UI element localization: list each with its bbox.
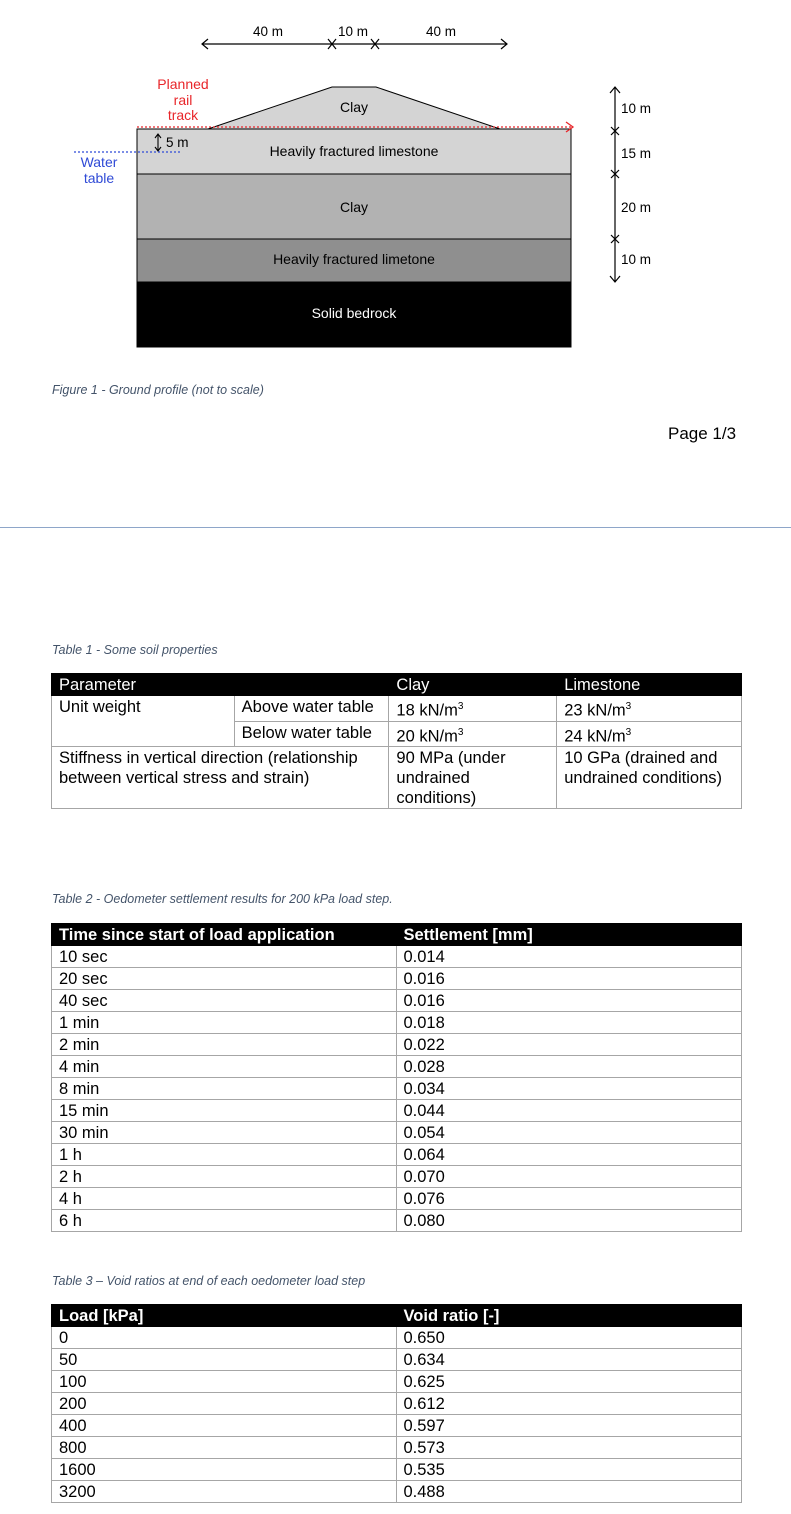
dim-right-1: 10 m [621, 101, 652, 116]
right-dimension-line [610, 87, 620, 282]
void-ratio-cell: 0.535 [396, 1459, 742, 1481]
table1-caption: Table 1 - Some soil properties [52, 643, 218, 657]
table-row [52, 1056, 742, 1078]
settlement-cell: 0.018 [396, 1012, 742, 1034]
settlement-cell: 0.014 [396, 946, 742, 968]
header-void-ratio: Void ratio [-] [396, 1305, 742, 1327]
above-water-label: Above water table [234, 696, 389, 722]
load-cell: 3200 [52, 1481, 397, 1503]
table-row [52, 946, 742, 968]
offset-label: 5 m [166, 135, 189, 150]
settlement-cell: 0.044 [396, 1100, 742, 1122]
time-cell: 1 h [52, 1144, 397, 1166]
table-row [52, 1459, 742, 1481]
top-dimension-line [202, 39, 507, 49]
layer-label-clay-embankment: Clay [339, 99, 369, 115]
page-break-divider [0, 527, 791, 528]
void-ratio-cell: 0.612 [396, 1393, 742, 1415]
clay-above-value: 18 $kN/m^3$ [389, 696, 557, 722]
void-ratio-cell: 0.634 [396, 1349, 742, 1371]
settlement-cell: 0.064 [396, 1144, 742, 1166]
table-row [52, 1078, 742, 1100]
time-cell: 2 min [52, 1034, 397, 1056]
time-cell: 15 min [52, 1100, 397, 1122]
settlement-cell: 0.016 [396, 990, 742, 1012]
table-row [52, 1188, 742, 1210]
header-settlement: Settlement [mm] [396, 924, 742, 946]
water-label-2: table [83, 170, 115, 186]
header-time: Time since start of load application [52, 924, 397, 946]
settlement-cell: 0.080 [396, 1210, 742, 1232]
table3-caption: Table 3 – Void ratios at end of each oedometer load step [52, 1274, 366, 1288]
table-row [52, 1210, 742, 1232]
dim-right-3: 20 m [621, 200, 652, 215]
void-ratio-cell: 0.650 [396, 1327, 742, 1349]
dim-top-left: 40 m [252, 24, 284, 39]
settlement-cell: 0.034 [396, 1078, 742, 1100]
time-cell: 4 h [52, 1188, 397, 1210]
table-row [52, 696, 742, 722]
time-cell: 1 min [52, 1012, 397, 1034]
table2-caption: Table 2 - Oedometer settlement results for 200 kPa load step. [52, 892, 393, 906]
load-cell: 0 [52, 1327, 397, 1349]
settlement-cell: 0.076 [396, 1188, 742, 1210]
header-clay: Clay [389, 674, 557, 696]
time-cell: 2 h [52, 1166, 397, 1188]
time-cell: 8 min [52, 1078, 397, 1100]
settlement-table [51, 923, 742, 1232]
time-cell: 20 sec [52, 968, 397, 990]
table-row [52, 747, 742, 809]
settlement-cell: 0.022 [396, 1034, 742, 1056]
table-row [52, 1166, 742, 1188]
time-cell: 6 h [52, 1210, 397, 1232]
rail-label-1: Planned [157, 76, 209, 92]
layer-label-limestone-lower: Heavily fractured limetone [273, 251, 435, 267]
void-ratio-cell: 0.488 [396, 1481, 742, 1503]
time-cell: 10 sec [52, 946, 397, 968]
dim-right-2: 15 m [621, 146, 652, 161]
time-cell: 40 sec [52, 990, 397, 1012]
layer-label-limestone-upper: Heavily fractured limestone [269, 143, 439, 159]
table-row [52, 1100, 742, 1122]
table-row [52, 1144, 742, 1166]
dim-top-mid: 10 m [337, 24, 369, 39]
load-cell: 100 [52, 1371, 397, 1393]
time-cell: 4 min [52, 1056, 397, 1078]
load-cell: 200 [52, 1393, 397, 1415]
table-row [52, 1481, 742, 1503]
void-ratio-table [51, 1304, 742, 1503]
void-ratio-cell: 0.625 [396, 1371, 742, 1393]
settlement-cell: 0.054 [396, 1122, 742, 1144]
table-row [52, 968, 742, 990]
water-label-1: Water [80, 154, 118, 170]
soil-properties-table [51, 673, 742, 809]
limestone-above-value: 23 $kN/m^3$ [557, 696, 742, 722]
layer-label-clay: Clay [339, 199, 369, 215]
table-row [52, 1034, 742, 1056]
layer-label-bedrock: Solid bedrock [311, 305, 397, 321]
figure-caption: Figure 1 - Ground profile (not to scale) [52, 383, 264, 397]
load-cell: 50 [52, 1349, 397, 1371]
table-header-row [52, 674, 742, 696]
limestone-stiffness-value: 10 GPa (drained and undrained conditions) [557, 747, 742, 809]
table-row [52, 1371, 742, 1393]
table-row [52, 1393, 742, 1415]
load-cell: 400 [52, 1415, 397, 1437]
void-ratio-cell: 0.573 [396, 1437, 742, 1459]
page-number: Page 1/3 [668, 424, 737, 443]
load-cell: 800 [52, 1437, 397, 1459]
clay-below-value: 20 $kN/m^3$ [389, 721, 557, 747]
rail-label-2: rail [173, 92, 193, 108]
settlement-cell: 0.028 [396, 1056, 742, 1078]
table-row [52, 990, 742, 1012]
ground-profile-figure [0, 0, 791, 400]
header-load: Load [kPa] [52, 1305, 397, 1327]
limestone-below-value: 24 $kN/m^3$ [557, 721, 742, 747]
table-header-row [52, 924, 742, 946]
table-row [52, 1415, 742, 1437]
table-row [52, 1349, 742, 1371]
table-row [52, 1437, 742, 1459]
dim-top-right: 40 m [425, 24, 457, 39]
table-row [52, 1122, 742, 1144]
header-limestone: Limestone [557, 674, 742, 696]
load-cell: 1600 [52, 1459, 397, 1481]
header-parameter: Parameter [52, 674, 389, 696]
settlement-cell: 0.070 [396, 1166, 742, 1188]
rail-label-3: track [167, 107, 199, 123]
time-cell: 30 min [52, 1122, 397, 1144]
stiffness-label: Stiffness in vertical direction (relationship between vertical stress and strain) [52, 747, 389, 809]
below-water-label: Below water table [234, 721, 389, 747]
clay-stiffness-value: 90 MPa (under undrained conditions) [389, 747, 557, 809]
settlement-cell: 0.016 [396, 968, 742, 990]
table-row [52, 1012, 742, 1034]
table-row [52, 1327, 742, 1349]
unit-weight-label: Unit weight [52, 696, 235, 747]
void-ratio-cell: 0.597 [396, 1415, 742, 1437]
dim-right-4: 10 m [621, 252, 652, 267]
table-header-row [52, 1305, 742, 1327]
